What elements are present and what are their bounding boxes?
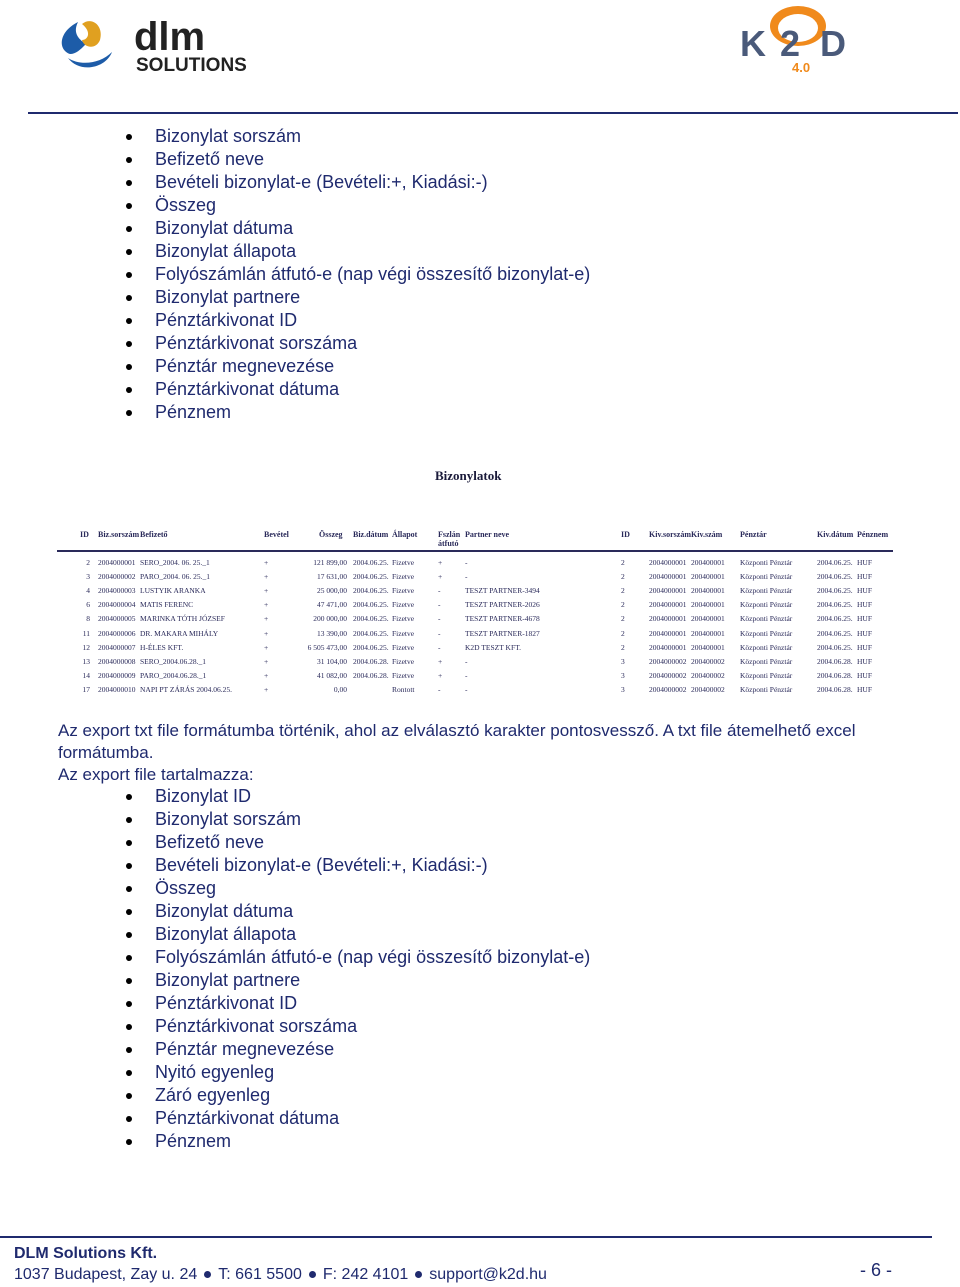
list-item-text: Bizonylat partnere bbox=[155, 287, 301, 307]
table-cell: 2 bbox=[621, 628, 625, 638]
table-cell: Központi Pénztár bbox=[740, 558, 793, 567]
svg-text:4.0: 4.0 bbox=[792, 60, 811, 75]
svg-text:D: D bbox=[820, 23, 846, 64]
table-cell: - bbox=[465, 670, 468, 680]
table-cell: 2004000007 bbox=[98, 642, 136, 652]
list-item bbox=[126, 309, 590, 332]
list-item-text: Bizonylat állapota bbox=[155, 924, 297, 944]
table-cell: SERO_2004. 06. 25._1 bbox=[140, 558, 210, 567]
table-cell: 2004000009 bbox=[98, 670, 136, 680]
table-cell: Központi Pénztár bbox=[740, 684, 793, 694]
list-item-text: Pénztárkivonat sorszáma bbox=[155, 1016, 358, 1036]
table-cell: 3 bbox=[621, 656, 625, 666]
table-cell: 41 082,00 bbox=[317, 670, 347, 680]
bullet-icon bbox=[126, 272, 132, 278]
table-cell: NAPI PT ZÁRÁS 2004.06.25. bbox=[140, 684, 232, 694]
table-cell: 2004.06.25. bbox=[353, 628, 389, 638]
bullet-icon bbox=[126, 295, 132, 301]
table-cell: 200400001 bbox=[691, 642, 725, 652]
list-item bbox=[126, 877, 590, 900]
svg-text:2: 2 bbox=[780, 23, 801, 64]
table-cell: 8 bbox=[86, 614, 90, 624]
bullet-icon bbox=[126, 932, 132, 938]
table-cell: 2004.06.25. bbox=[817, 642, 853, 652]
table-cell: HUF bbox=[857, 558, 873, 567]
table-cell: + bbox=[264, 614, 269, 624]
table-cell: Fizetve bbox=[392, 572, 415, 582]
list-item-text: Pénztárkivonat sorszáma bbox=[155, 333, 358, 353]
footer-email: support@k2d.hu bbox=[429, 1266, 547, 1283]
table-cell: 2 bbox=[621, 558, 625, 567]
table-cell: 2 bbox=[621, 642, 625, 652]
table-cell: + bbox=[264, 642, 269, 652]
bullet-icon bbox=[126, 840, 132, 846]
list-item bbox=[126, 831, 590, 854]
bullet-icon bbox=[126, 863, 132, 869]
table-cell: 200400001 bbox=[691, 628, 725, 638]
list-item-text: Bizonylat dátuma bbox=[155, 901, 294, 921]
list-item bbox=[126, 923, 590, 946]
table-cell: Fizetve bbox=[392, 670, 415, 680]
list-item bbox=[126, 217, 590, 240]
list-item bbox=[126, 194, 590, 217]
table-cell: HUF bbox=[857, 684, 873, 694]
field-list-2 bbox=[126, 785, 590, 1153]
footer-address: 1037 Budapest, Zay u. 24 bbox=[14, 1266, 198, 1283]
header-rule bbox=[28, 112, 958, 114]
table-cell: Központi Pénztár bbox=[740, 614, 793, 624]
svg-text:SOLUTIONS: SOLUTIONS bbox=[136, 55, 247, 76]
table-cell: + bbox=[264, 586, 269, 596]
table-cell: 25 000,00 bbox=[317, 586, 347, 596]
table-row bbox=[57, 627, 893, 641]
list-item-text: Pénztárkivonat dátuma bbox=[155, 379, 340, 399]
bullet-icon bbox=[126, 341, 132, 347]
bullet-icon bbox=[126, 955, 132, 961]
table-cell: 13 390,00 bbox=[317, 628, 347, 638]
separator-dot-icon bbox=[415, 1271, 422, 1278]
table-cell: Fizetve bbox=[392, 586, 415, 596]
table-cell: 2004000002 bbox=[649, 670, 687, 680]
export-description: Az export txt file formátumba történik, ahol az elválasztó karakter pontosvessző. A txt file átemelhető excel formátumba. bbox=[58, 721, 856, 762]
table-row bbox=[57, 655, 893, 669]
table-cell: 2004000002 bbox=[649, 684, 687, 694]
report-title: Bizonylatok bbox=[435, 468, 502, 483]
table-cell: + bbox=[264, 600, 269, 610]
table-cell: Fizetve bbox=[392, 614, 415, 624]
table-cell: 2004000001 bbox=[649, 558, 687, 567]
list-item bbox=[126, 992, 590, 1015]
table-cell: MATIS FERENC bbox=[140, 600, 194, 610]
table-cell: 2 bbox=[621, 586, 625, 596]
table-cell: - bbox=[438, 614, 441, 624]
table-cell: 2004000001 bbox=[649, 600, 687, 610]
list-item-text: Bizonylat ID bbox=[155, 786, 252, 806]
list-item bbox=[126, 900, 590, 923]
report-screenshot bbox=[57, 462, 893, 698]
list-item-text: Bizonylat sorszám bbox=[155, 126, 302, 146]
table-row bbox=[57, 669, 893, 683]
report-column-header: Partner neve bbox=[465, 530, 510, 539]
table-cell: 2004.06.25. bbox=[817, 600, 853, 610]
table-cell: - bbox=[465, 684, 468, 694]
table-cell: 2004000006 bbox=[98, 628, 136, 638]
table-cell: 2004.06.25. bbox=[817, 586, 853, 596]
table-cell: 200400002 bbox=[691, 656, 725, 666]
table-cell: 14 bbox=[82, 670, 90, 680]
list-item-text: Összeg bbox=[155, 878, 217, 898]
bullet-icon bbox=[126, 134, 132, 140]
table-cell: Központi Pénztár bbox=[740, 572, 793, 582]
report-column-header: Bevétel bbox=[264, 530, 289, 539]
report-header-row bbox=[57, 528, 893, 552]
field-list-1 bbox=[126, 125, 590, 424]
report-column-header: Fszlán átfutó bbox=[438, 530, 461, 548]
table-cell: Fizetve bbox=[392, 642, 415, 652]
table-cell: Központi Pénztár bbox=[740, 670, 793, 680]
table-cell: 6 505 473,00 bbox=[307, 642, 347, 652]
list-item bbox=[126, 946, 590, 969]
table-cell: HUF bbox=[857, 628, 873, 638]
table-cell: - bbox=[438, 586, 441, 596]
table-cell: 2004000002 bbox=[649, 656, 687, 666]
table-cell: 3 bbox=[86, 572, 90, 582]
table-cell: 2 bbox=[621, 572, 625, 582]
table-cell: 2004000001 bbox=[649, 628, 687, 638]
bullet-icon bbox=[126, 909, 132, 915]
table-cell: Központi Pénztár bbox=[740, 600, 793, 610]
list-item bbox=[126, 1130, 590, 1153]
table-cell: - bbox=[438, 600, 441, 610]
table-cell: 2004.06.25. bbox=[353, 558, 389, 567]
table-row bbox=[57, 556, 893, 570]
bullet-icon bbox=[126, 1116, 132, 1122]
table-cell: Fizetve bbox=[392, 600, 415, 610]
table-cell: Központi Pénztár bbox=[740, 656, 793, 666]
list-item-text: Pénznem bbox=[155, 402, 232, 422]
table-cell: - bbox=[465, 558, 468, 567]
table-cell: 200 000,00 bbox=[313, 614, 347, 624]
table-cell: 2004.06.25. bbox=[817, 628, 853, 638]
footer-company: DLM Solutions Kft. bbox=[14, 1245, 158, 1262]
footer-rule bbox=[0, 1236, 932, 1238]
table-cell: HUF bbox=[857, 642, 873, 652]
table-cell: 200400002 bbox=[691, 684, 725, 694]
list-item bbox=[126, 378, 590, 401]
table-cell: 2004.06.28. bbox=[353, 656, 389, 666]
table-cell: Központi Pénztár bbox=[740, 642, 793, 652]
report-column-header: Kiv.szám bbox=[691, 530, 723, 539]
list-item-text: Összeg bbox=[155, 195, 217, 215]
table-cell: 2004000002 bbox=[98, 572, 136, 582]
list-item-text: Pénztár megnevezése bbox=[155, 356, 335, 376]
dlm-solutions-logo bbox=[56, 14, 296, 76]
table-cell: HUF bbox=[857, 614, 873, 624]
table-row bbox=[57, 570, 893, 584]
table-cell: TESZT PARTNER-4678 bbox=[465, 614, 540, 624]
table-cell: 47 471,00 bbox=[317, 600, 347, 610]
bullet-icon bbox=[126, 1047, 132, 1053]
bullet-icon bbox=[126, 817, 132, 823]
table-cell: HUF bbox=[857, 656, 873, 666]
table-cell: 2004000001 bbox=[649, 586, 687, 596]
list-item-text: Bevételi bizonylat-e (Bevételi:+, Kiadási:-) bbox=[155, 172, 488, 192]
table-cell: HUF bbox=[857, 600, 873, 610]
list-item bbox=[126, 1084, 590, 1107]
table-cell: 3 bbox=[621, 684, 625, 694]
table-cell: 121 899,00 bbox=[313, 558, 347, 567]
bullet-icon bbox=[126, 318, 132, 324]
bullet-icon bbox=[126, 157, 132, 163]
table-cell: + bbox=[264, 684, 269, 694]
table-cell: PARO_2004. 06. 25._1 bbox=[140, 572, 210, 582]
table-cell: 200400001 bbox=[691, 614, 725, 624]
report-column-header: Kiv.dátum bbox=[817, 530, 854, 539]
bullet-icon bbox=[126, 1093, 132, 1099]
list-item bbox=[126, 854, 590, 877]
list-item bbox=[126, 332, 590, 355]
table-cell: 2004000001 bbox=[649, 642, 687, 652]
list-item bbox=[126, 401, 590, 424]
page-number: - 6 - bbox=[860, 1260, 893, 1280]
separator-dot-icon bbox=[309, 1271, 316, 1278]
list-item-text: Pénztárkivonat dátuma bbox=[155, 1108, 340, 1128]
table-cell: K2D TESZT KFT. bbox=[465, 642, 522, 652]
table-cell: 2004000004 bbox=[98, 600, 136, 610]
table-cell: 200400001 bbox=[691, 558, 725, 567]
table-cell: 2004.06.25. bbox=[817, 614, 853, 624]
table-cell: 2 bbox=[621, 614, 625, 624]
table-cell: 2004000001 bbox=[649, 614, 687, 624]
table-cell: 200400001 bbox=[691, 600, 725, 610]
list-item bbox=[126, 808, 590, 831]
table-cell: 3 bbox=[621, 670, 625, 680]
table-cell: - bbox=[465, 572, 468, 582]
table-cell: Központi Pénztár bbox=[740, 628, 793, 638]
table-cell: 2004.06.28. bbox=[353, 670, 389, 680]
list-item bbox=[126, 969, 590, 992]
report-column-header: Összeg bbox=[319, 530, 343, 539]
footer-contact bbox=[14, 1266, 547, 1284]
list-item bbox=[126, 148, 590, 171]
table-cell: TESZT PARTNER-1827 bbox=[465, 628, 540, 638]
table-cell: 2004000010 bbox=[98, 684, 136, 694]
table-cell: + bbox=[438, 670, 443, 680]
table-cell: + bbox=[264, 670, 269, 680]
list-item-text: Folyószámlán átfutó-e (nap végi összesítő bizonylat-e) bbox=[155, 947, 591, 967]
list-item-text: Záró egyenleg bbox=[155, 1085, 271, 1105]
table-cell: MARINKA TÓTH JÓZSEF bbox=[140, 614, 225, 624]
table-cell: 2004.06.28. bbox=[817, 684, 853, 694]
table-cell: 2004000001 bbox=[98, 558, 136, 567]
table-row bbox=[57, 683, 893, 697]
list-item bbox=[126, 355, 590, 378]
table-cell: HUF bbox=[857, 572, 873, 582]
table-cell: + bbox=[264, 656, 269, 666]
table-cell: - bbox=[438, 628, 441, 638]
table-cell: 2 bbox=[621, 600, 625, 610]
table-cell: DR. MAKARA MIHÁLY bbox=[140, 628, 219, 638]
table-row bbox=[57, 584, 893, 598]
report-column-header: Pénznem bbox=[857, 530, 889, 539]
report-column-header: Állapot bbox=[392, 530, 418, 539]
list-item-text: Bevételi bizonylat-e (Bevételi:+, Kiadási:-) bbox=[155, 855, 488, 875]
table-cell: 2004000003 bbox=[98, 586, 136, 596]
svg-text:dlm: dlm bbox=[134, 15, 206, 59]
list-item-text: Bizonylat sorszám bbox=[155, 809, 302, 829]
svg-text:K: K bbox=[740, 23, 766, 64]
list-item bbox=[126, 1061, 590, 1084]
list-item bbox=[126, 1015, 590, 1038]
table-cell: TESZT PARTNER-2026 bbox=[465, 600, 540, 610]
report-column-header: Pénztár bbox=[740, 530, 767, 539]
report-column-header: Befizető bbox=[140, 530, 168, 539]
table-cell: 2004.06.25. bbox=[817, 558, 853, 567]
separator-dot-icon bbox=[204, 1271, 211, 1278]
table-cell: 17 bbox=[82, 684, 90, 694]
table-cell: TESZT PARTNER-3494 bbox=[465, 586, 540, 596]
table-cell: + bbox=[438, 572, 443, 582]
table-cell: 2004000001 bbox=[649, 572, 687, 582]
bullet-icon bbox=[126, 1024, 132, 1030]
table-cell: 13 bbox=[82, 656, 90, 666]
table-row bbox=[57, 598, 893, 612]
table-cell: 200400002 bbox=[691, 670, 725, 680]
list-item bbox=[126, 171, 590, 194]
table-row bbox=[57, 641, 893, 655]
table-cell: HUF bbox=[857, 586, 873, 596]
list-item-text: Bizonylat állapota bbox=[155, 241, 297, 261]
table-cell: + bbox=[264, 628, 269, 638]
table-cell: - bbox=[438, 684, 441, 694]
table-cell: SERO_2004.06.28._1 bbox=[140, 656, 207, 666]
report-column-header: Biz.dátum bbox=[353, 530, 389, 539]
table-cell: 2004.06.25. bbox=[817, 572, 853, 582]
table-cell: Fizetve bbox=[392, 656, 415, 666]
bullet-icon bbox=[126, 364, 132, 370]
table-cell: LUSTYIK ARANKA bbox=[140, 586, 206, 596]
report-column-header: ID bbox=[80, 530, 89, 539]
table-cell: 2004000005 bbox=[98, 614, 136, 624]
bullet-icon bbox=[126, 978, 132, 984]
table-cell: 17 631,00 bbox=[317, 572, 347, 582]
table-cell: - bbox=[465, 656, 468, 666]
table-cell: H-ÉLES KFT. bbox=[140, 642, 184, 652]
list-item-text: Bizonylat dátuma bbox=[155, 218, 294, 238]
table-cell: 2004.06.25. bbox=[353, 600, 389, 610]
table-row bbox=[57, 612, 893, 626]
table-cell: + bbox=[264, 558, 269, 567]
footer-phone: T: 661 5500 bbox=[218, 1266, 302, 1283]
list-item bbox=[126, 240, 590, 263]
list-item bbox=[126, 125, 590, 148]
table-cell: 2004.06.25. bbox=[353, 642, 389, 652]
bullet-icon bbox=[126, 1139, 132, 1145]
report-column-header: Biz.sorszám bbox=[98, 530, 140, 539]
table-cell: Fizetve bbox=[392, 628, 415, 638]
list-item-text: Pénztár megnevezése bbox=[155, 1039, 335, 1059]
list-item-text: Pénztárkivonat ID bbox=[155, 993, 298, 1013]
table-cell: 200400001 bbox=[691, 586, 725, 596]
table-cell: 2004000008 bbox=[98, 656, 136, 666]
table-cell: Fizetve bbox=[392, 558, 415, 567]
list-item bbox=[126, 286, 590, 309]
bullet-icon bbox=[126, 249, 132, 255]
list-item-text: Pénznem bbox=[155, 1131, 232, 1151]
table-cell: 2004.06.25. bbox=[353, 586, 389, 596]
list-item bbox=[126, 785, 590, 808]
list-item-text: Folyószámlán átfutó-e (nap végi összesítő bizonylat-e) bbox=[155, 264, 591, 284]
table-cell: PARO_2004.06.28._1 bbox=[140, 670, 207, 680]
bullet-icon bbox=[126, 203, 132, 209]
table-cell: 11 bbox=[82, 628, 90, 638]
table-cell: - bbox=[438, 642, 441, 652]
table-cell: 0,00 bbox=[333, 684, 347, 694]
bullet-icon bbox=[126, 387, 132, 393]
bullet-icon bbox=[126, 1070, 132, 1076]
table-cell: + bbox=[264, 572, 269, 582]
list-item bbox=[126, 1038, 590, 1061]
list-item-text: Befizető neve bbox=[155, 149, 265, 169]
bullet-icon bbox=[126, 1001, 132, 1007]
table-cell: 2004.06.25. bbox=[353, 614, 389, 624]
report-column-header: ID bbox=[621, 530, 630, 539]
table-cell: 2004.06.28. bbox=[817, 656, 853, 666]
list-item bbox=[126, 1107, 590, 1130]
table-cell: + bbox=[438, 558, 443, 567]
list-item-text: Befizető neve bbox=[155, 832, 265, 852]
bullet-icon bbox=[126, 886, 132, 892]
table-cell: 2004.06.25. bbox=[353, 572, 389, 582]
bullet-icon bbox=[126, 180, 132, 186]
list-item-text: Bizonylat partnere bbox=[155, 970, 301, 990]
table-cell: 4 bbox=[86, 586, 90, 596]
table-cell: 2004.06.28. bbox=[817, 670, 853, 680]
bullet-icon bbox=[126, 410, 132, 416]
table-cell: 2 bbox=[86, 558, 90, 567]
footer-fax: F: 242 4101 bbox=[322, 1266, 409, 1283]
k2d-logo bbox=[736, 4, 862, 76]
table-cell: 200400001 bbox=[691, 572, 725, 582]
table-cell: HUF bbox=[857, 670, 873, 680]
bullet-icon bbox=[126, 226, 132, 232]
table-cell: + bbox=[438, 656, 443, 666]
table-cell: Rontott bbox=[392, 684, 415, 694]
list-item-text: Pénztárkivonat ID bbox=[155, 310, 298, 330]
table-cell: Központi Pénztár bbox=[740, 586, 793, 596]
table-cell: 31 104,00 bbox=[317, 656, 347, 666]
list-item-text: Nyitó egyenleg bbox=[155, 1062, 275, 1082]
table-cell: 6 bbox=[86, 600, 90, 610]
report-column-header: Kiv.sorszám bbox=[649, 530, 691, 539]
table-cell: 12 bbox=[82, 642, 90, 652]
bullet-icon bbox=[126, 794, 132, 800]
list-item bbox=[126, 263, 590, 286]
export-contents-label: Az export file tartalmazza: bbox=[58, 765, 254, 784]
